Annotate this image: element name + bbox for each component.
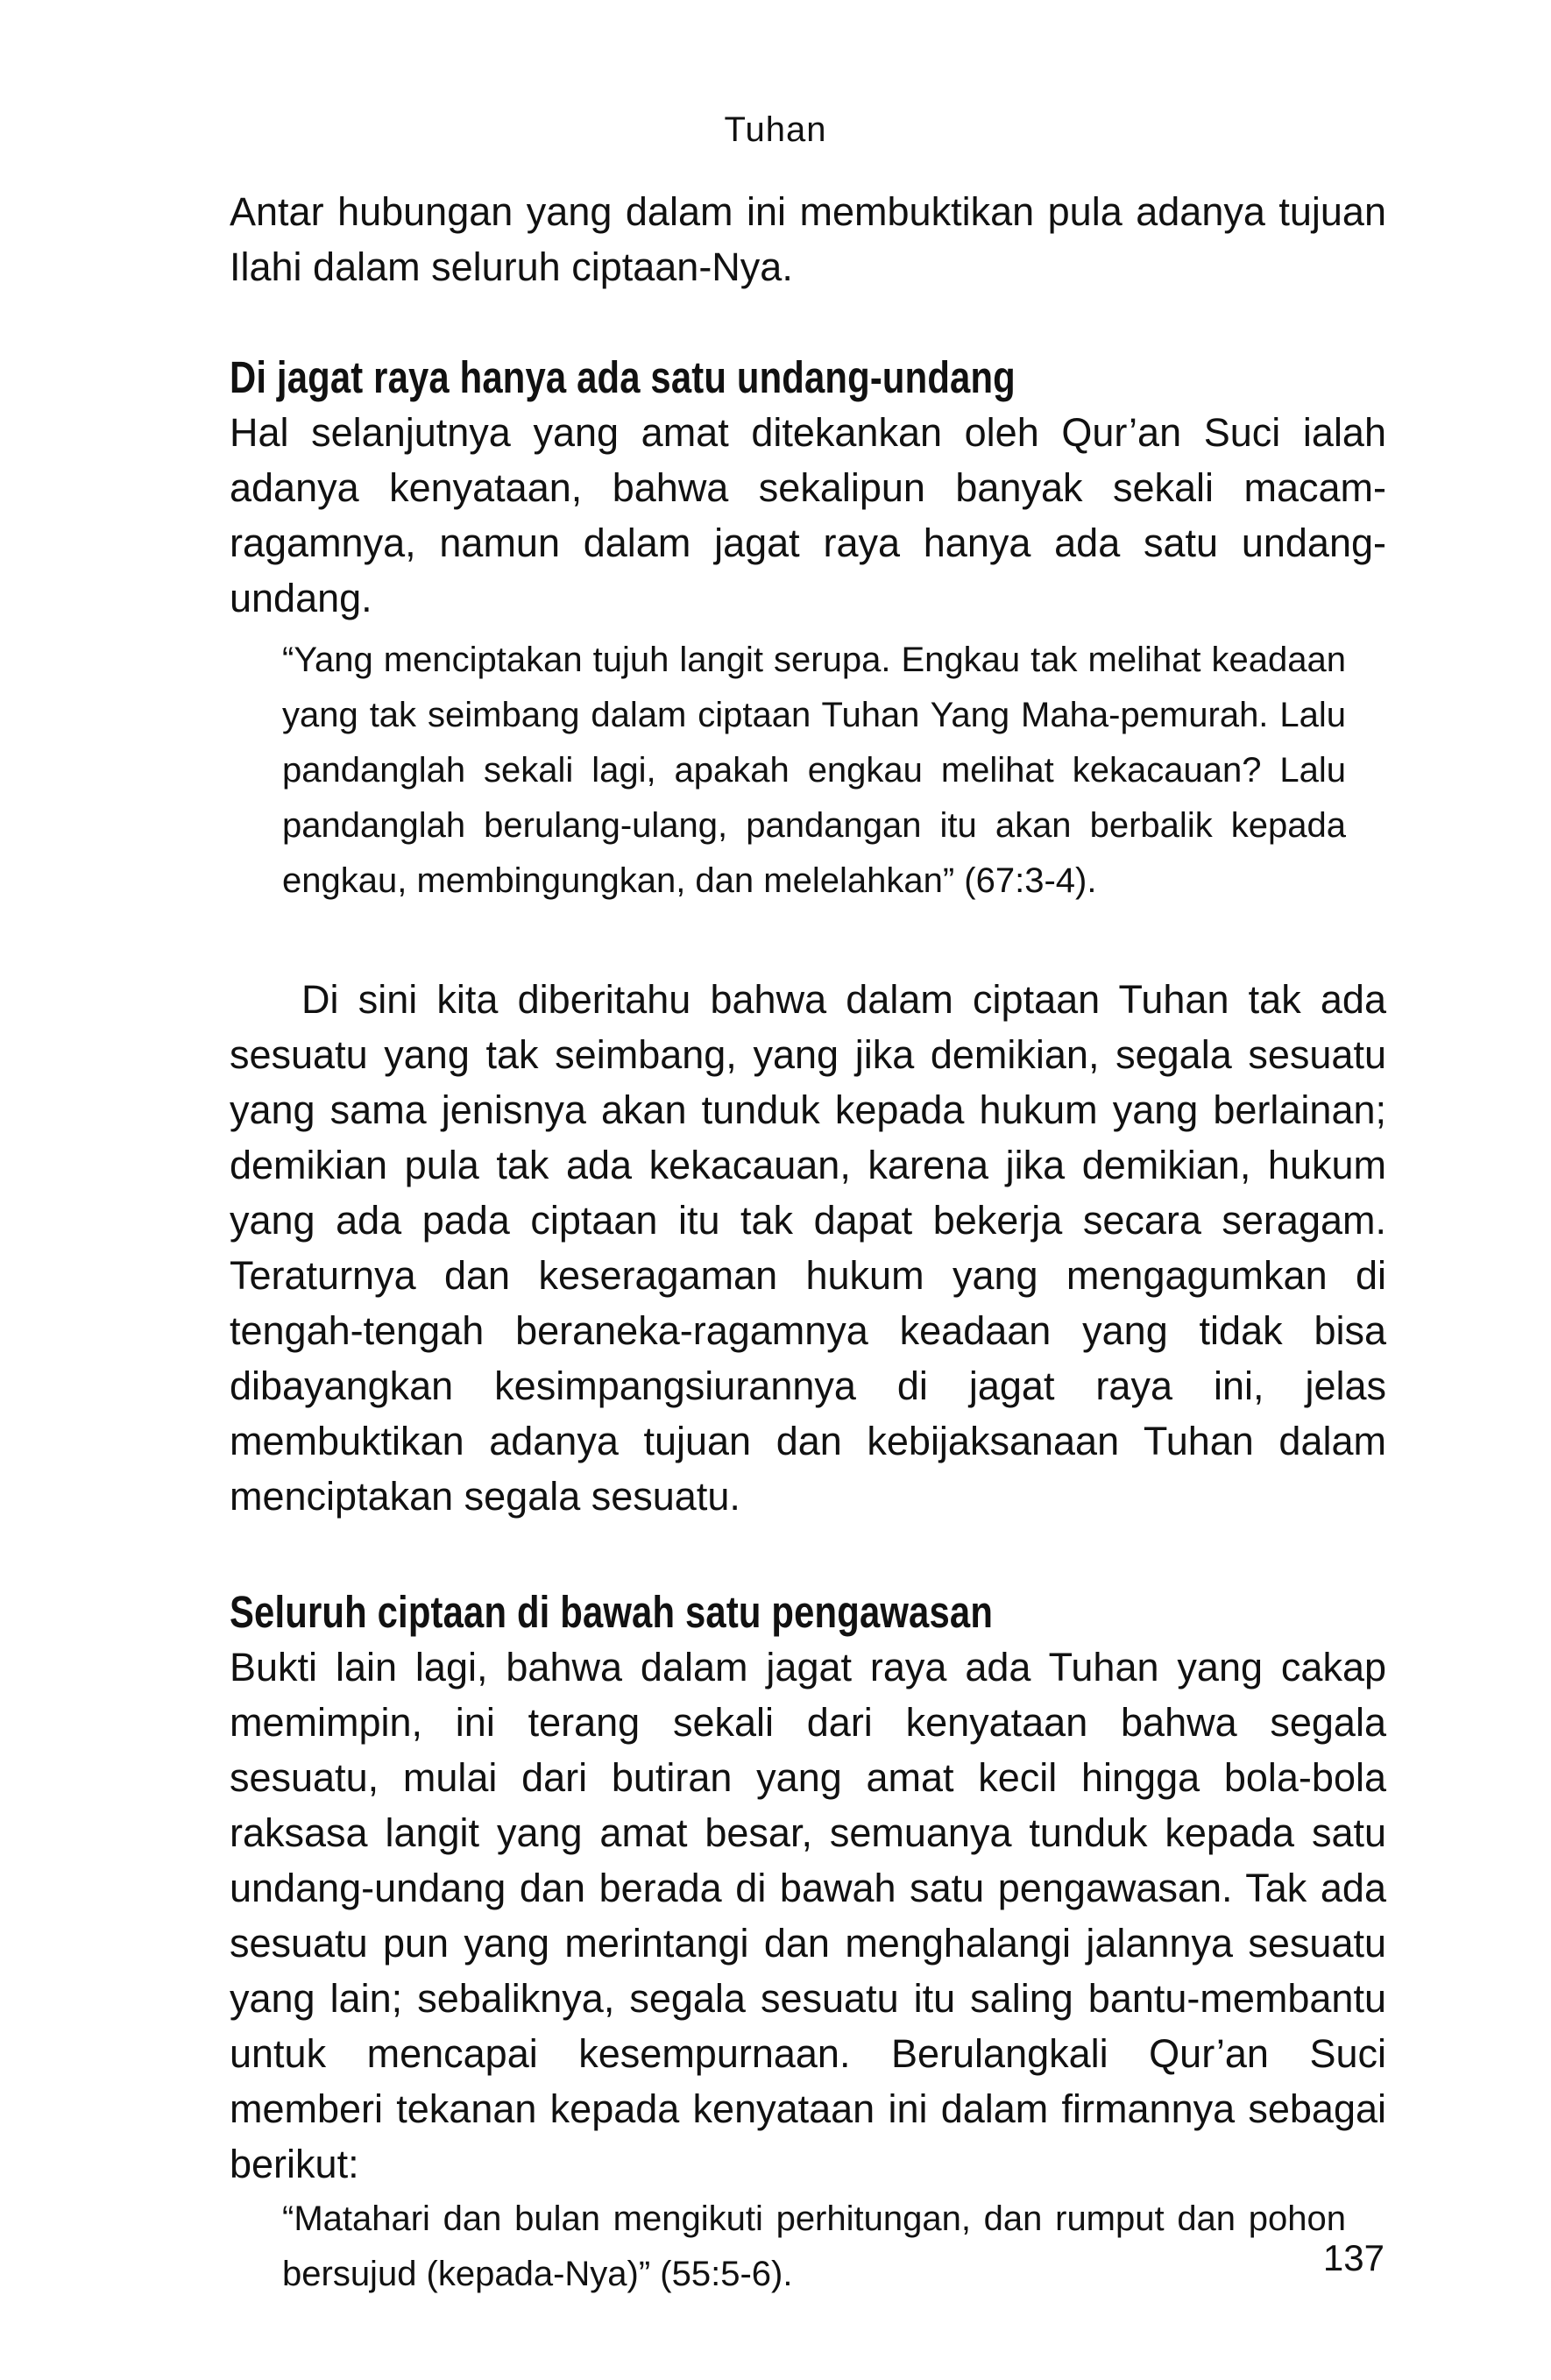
section-two-paragraph: Bukti lain lagi, bahwa dalam jagat raya ada Tuhan yang cakap memimpin, ini terang sekali dari kenyataan bahwa segala sesuatu, mulai dari butiran yang amat kecil hingga bola-bola raksasa langit yang amat besar, semuanya tunduk kepada satu undang-undang dan berada di bawah satu pengawasan. Tak ada sesuatu pun yang merintangi dan menghalangi jalannya sesuatu yang lain; sebaliknya, segala sesuatu itu saling bantu-membantu untuk mencapai kesempurnaan. Berulangkali Qur’an Suci memberi tekanan kepada kenyataan ini dalam firmannya sebagai berikut: bbox=[230, 1645, 1386, 2186]
page-number: 137 bbox=[1322, 2237, 1385, 2278]
running-header: Tuhan bbox=[724, 110, 827, 149]
quran-quote-67: “Yang menciptakan tujuh langit serupa. Engkau tak melihat keadaan yang tak seimbang dalam ciptaan Tuhan Yang Maha-pemurah. Lalu pandanglah sekali lagi, apakah engkau melihat kekacauan? Lalu pandanglah berulang-ulang, pandangan itu akan berbalik kepada engkau, membingungkan, dan melelahkan” (67:3-4). bbox=[282, 641, 1346, 900]
section-heading-one-supervision: Seluruh ciptaan di bawah satu pengawasan bbox=[230, 1587, 994, 1637]
quran-quote-55: “Matahari dan bulan mengikuti perhitungan, dan rumput dan pohon bersujud (kepada-Nya)” (55:5-6). bbox=[282, 2199, 1346, 2293]
section-one-explanation: Di sini kita diberitahu bahwa dalam ciptaan Tuhan tak ada sesuatu yang tak seimbang, yang jika demikian, segala sesuatu yang sama jenisnya akan tunduk kepada hukum yang berlainan; demikian pula tak ada kekacauan, karena jika demikian, hukum yang ada pada ciptaan itu tak dapat bekerja secara seragam. Teraturnya dan keseragaman hukum yang mengagumkan di tengah-tengah beraneka-ragamnya keadaan yang tidak bisa dibayangkan kesimpangsiurannya di jagat raya ini, jelas membuktikan adanya tujuan dan kebijaksanaan Tuhan dalam menciptakan segala sesuatu. bbox=[230, 977, 1386, 1519]
section-heading-one-law: Di jagat raya hanya ada satu undang-undang bbox=[230, 352, 1016, 402]
intro-paragraph: Antar hubungan yang dalam ini membuktikan pula adanya tujuan Ilahi dalam seluruh ciptaan-Nya. bbox=[230, 189, 1386, 289]
section-one-paragraph: Hal selanjutnya yang amat ditekankan oleh Qur’an Suci ialah adanya kenyataan, bahwa sekalipun banyak sekali macam-ragamnya, namun dalam jagat raya hanya ada satu undang-undang. bbox=[230, 410, 1386, 620]
page-body bbox=[230, 184, 1386, 2302]
